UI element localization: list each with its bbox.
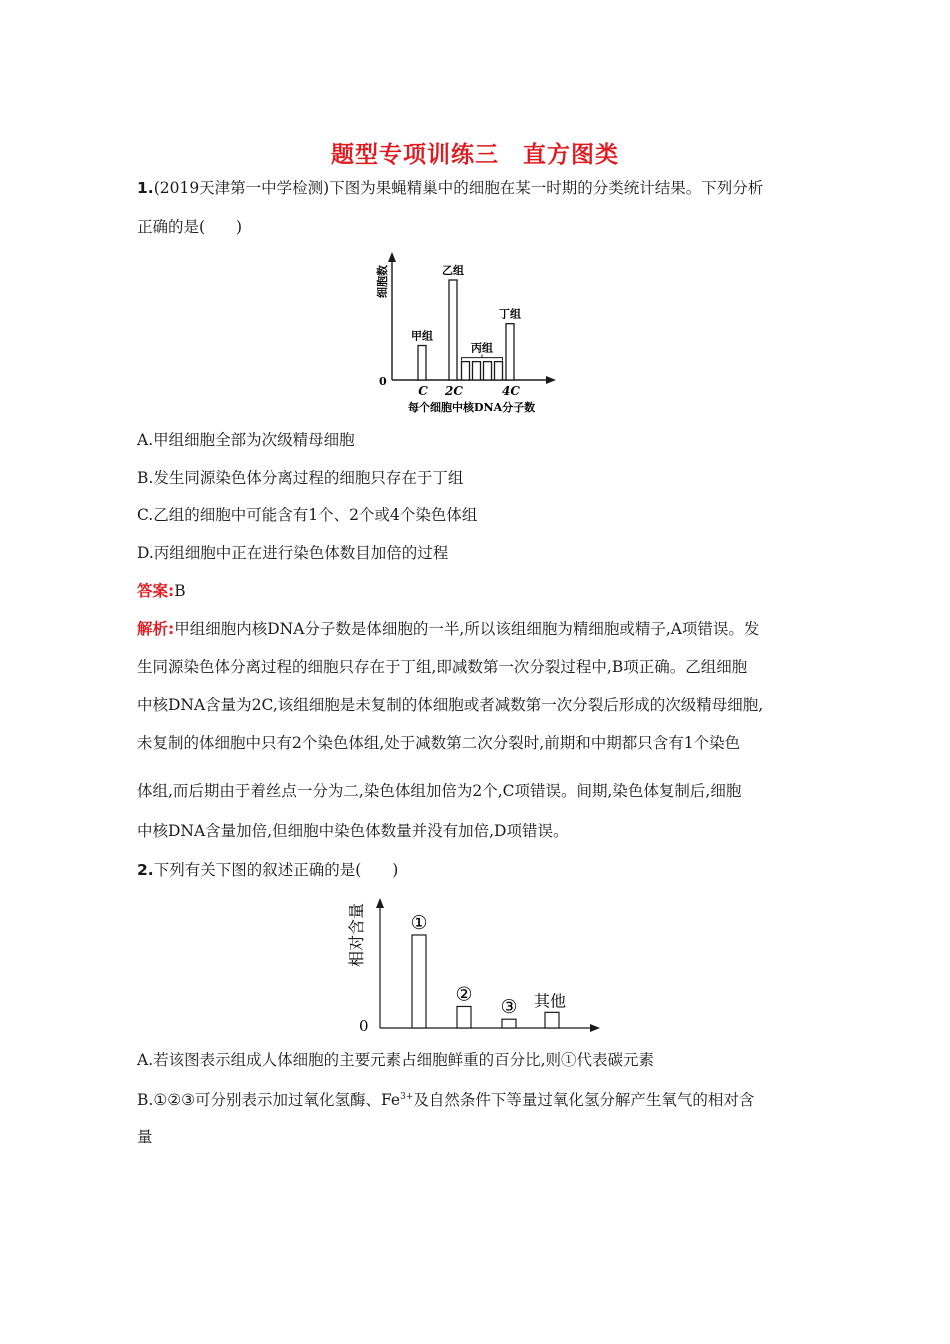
chart1-label-group-2: 乙组 [442, 264, 464, 277]
q1-analysis-line5: 体组,而后期由于着丝点一分为二,染色体组加倍为2个,C项错误。间期,染色体复制后,细胞 [137, 782, 742, 800]
q1-option-a: A.甲组细胞全部为次级精母细胞 [137, 431, 355, 449]
chart-relative-content [340, 895, 610, 1040]
chart2-x-arrow [590, 1024, 600, 1032]
chart1-bar-1-1 [418, 346, 426, 380]
analysis-text: 甲组细胞内核DNA分子数是体细胞的一半,所以该组细胞为精细胞或精子,A项错误。发 [174, 620, 760, 638]
chart1-plot [375, 252, 556, 414]
chart2-bar-4 [545, 1012, 559, 1028]
chart1-bar-2-1 [449, 280, 457, 380]
chart2-label-4: 其他 [533, 991, 567, 1011]
q1-analysis-line1 [137, 619, 827, 639]
chart1-ylabel: 细胞数 [376, 265, 389, 298]
q2-option-b-line2: 量 [137, 1128, 153, 1146]
q2-option-a: A.若该图表示组成人体细胞的主要元素占细胞鲜重的百分比,则①代表碳元素 [137, 1051, 655, 1069]
answer-label: 答案: [137, 582, 175, 600]
chart1-group-bracket [462, 358, 503, 361]
q1-analysis-line4: 未复制的体细胞中只有2个染色体组,处于减数第二次分裂时,前期和中期都只含有1个染色 [137, 734, 741, 752]
q2-stem [137, 860, 827, 880]
q1-analysis-line3: 中核DNA含量为2C,该组细胞是未复制的体细胞或者减数第一次分裂后形成的次级精母细胞, [137, 696, 764, 714]
q1-stem-text: (2019天津第一中学检测)下图为果蝇精巢中的细胞在某一时期的分类统计结果。下列分析 [153, 179, 764, 197]
chart1-x-tick-1: C [418, 384, 428, 398]
q2-stem-text: 下列有关下图的叙述正确的是( ) [153, 861, 399, 879]
chart1-label-group-1: 甲组 [411, 329, 433, 343]
q2-option-b-text1: B.①②③可分别表示加过氧化氢酶、Fe [137, 1091, 401, 1110]
chart2-label-1: ① [410, 912, 428, 934]
chart1-x-arrow [546, 376, 556, 384]
chart2-label-2: ② [455, 983, 473, 1006]
chart2-bar-3 [502, 1019, 516, 1028]
q2-number: 2. [137, 861, 154, 879]
q1-option-c: C.乙组的细胞中可能含有1个、2个或4个染色体组 [137, 506, 478, 524]
chart1-label-group-4: 丁组 [499, 307, 521, 321]
chart1-bar-4-1 [506, 324, 514, 380]
q1-stem-line1 [137, 178, 827, 198]
chart1-label-group-3: 丙组 [471, 341, 493, 355]
q2-option-b-text2: 及自然条件下等量过氧化氢分解产生氧气的相对含 [413, 1091, 755, 1110]
chart1-bar-3-3 [484, 362, 492, 380]
chart1-bar-3-4 [495, 362, 503, 380]
chart1-y-arrow [388, 252, 396, 262]
q2-option-b [137, 1087, 827, 1110]
chart2-y-arrow [376, 898, 384, 908]
chart1-bar-3-2 [473, 362, 481, 380]
chart1-x-tick-2: 2C [445, 384, 463, 398]
chart2-ylabel: 相对含量 [347, 902, 366, 967]
chart2-bar-1 [412, 935, 426, 1028]
chart1-bar-3-1 [462, 362, 470, 380]
chart2-plot [347, 898, 600, 1035]
q1-analysis-line6: 中核DNA含量加倍,但细胞中染色体数量并没有加倍,D项错误。 [137, 822, 569, 840]
q1-option-b: B.发生同源染色体分离过程的细胞只存在于丁组 [137, 469, 464, 487]
q2-option-b-superscript: 3+ [400, 1092, 414, 1102]
chart2-bar-2 [457, 1006, 471, 1028]
chart1-xlabel: 每个细胞中核DNA分子数 [408, 401, 536, 414]
analysis-label: 解析: [137, 620, 175, 638]
chart2-origin-label: 0 [359, 1017, 369, 1035]
chart-dna-distribution [362, 250, 572, 420]
q1-analysis-line2: 生同源染色体分离过程的细胞只存在于丁组,即减数第一次分裂过程中,B项正确。乙组细胞 [137, 658, 748, 676]
q1-option-d: D.丙组细胞中正在进行染色体数目加倍的过程 [137, 544, 449, 562]
chart2-label-3: ③ [500, 996, 518, 1019]
chart1-origin-label: 0 [379, 375, 387, 388]
answer-value: B [174, 582, 186, 600]
chart1-x-tick-3: 4C [502, 384, 520, 398]
q1-answer [137, 581, 827, 601]
q1-number: 1. [137, 179, 154, 197]
q1-stem-line2: 正确的是( ) [137, 218, 243, 236]
page-title: 题型专项训练三 直方图类 [331, 142, 619, 168]
